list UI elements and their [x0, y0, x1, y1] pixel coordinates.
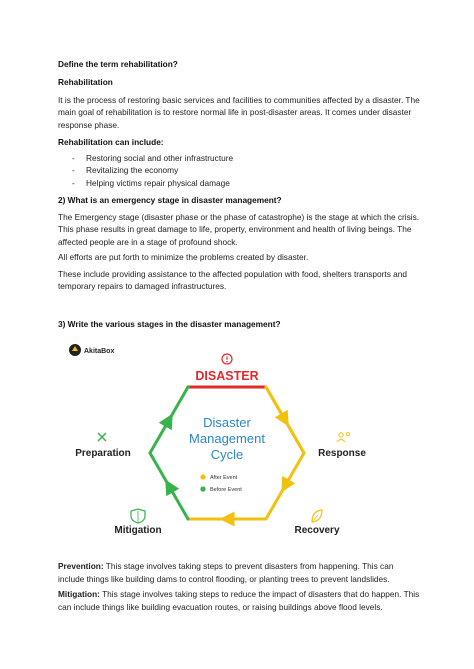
- recovery-edge: [266, 453, 304, 519]
- q3-question: 3) Write the various stages in the disaster management?: [58, 319, 281, 329]
- mitigation-text: This stage involves taking steps to reduce the impact of disasters that do happen. This can include things like building evacuation routes, or raising buildings above flood levels.: [58, 589, 420, 612]
- mitigation-paragraph: [58, 588, 420, 613]
- brand-label: AkitaBox: [84, 348, 115, 355]
- list-item: - Restoring social and other infrastructure: [58, 152, 420, 164]
- center-title-line-1: Disaster: [203, 415, 251, 430]
- response-label: Response: [318, 448, 366, 459]
- leaf-icon: [312, 510, 322, 522]
- shield-icon: [131, 509, 145, 523]
- akitabox-logo: [69, 344, 81, 356]
- center-title-line-2: Management: [189, 431, 265, 446]
- mitigation-edge: [150, 453, 188, 519]
- rehabilitation-list: [58, 152, 420, 189]
- q2-question: 2) What is an emergency stage in disaster management?: [58, 195, 282, 205]
- after-event-dot: [200, 474, 205, 479]
- q1-question: Define the term rehabilitation?: [58, 59, 178, 69]
- preparation-label: Preparation: [75, 448, 131, 459]
- before-event-label: Before Event: [210, 487, 242, 493]
- after-event-label: After Event: [210, 475, 238, 481]
- list-item: - Helping victims repair physical damage: [58, 177, 420, 189]
- efforts-paragraph: All efforts are put forth to minimize the problems created by disaster.: [58, 252, 309, 262]
- mitigation-label: Mitigation:: [58, 589, 100, 599]
- disaster-label: DISASTER: [195, 369, 259, 383]
- rehabilitation-includes-heading: Rehabilitation can include:: [58, 137, 164, 147]
- alert-icon: [222, 354, 232, 364]
- assistance-paragraph: These include providing assistance to the affected population with food, shelters transports and temporary repairs to damaged infrastructures.: [58, 269, 407, 292]
- people-icon: [337, 432, 350, 442]
- tools-icon: [98, 433, 106, 441]
- rehabilitation-definition: It is the process of restoring basic services and facilities to communities affected by a disaster. The main goal of rehabilitation is to restore normal life in post-disaster areas. It comes under disaster response phase.: [58, 95, 420, 130]
- recovery-label: Recovery: [294, 525, 340, 536]
- disaster-cycle-diagram: [58, 340, 420, 550]
- preparation-edge: [150, 387, 188, 453]
- emergency-paragraph: The Emergency stage (disaster phase or the phase of catastrophe) is the stage at which the crisis. This phase results in great damage to life, property, environment and health of living beings. The affected people are in a stage of profound shock.: [58, 212, 420, 247]
- center-title-line-3: Cycle: [210, 447, 244, 462]
- mitigation-label: Mitigation: [114, 525, 162, 536]
- prevention-label: Prevention:: [58, 561, 104, 571]
- before-event-dot: [200, 486, 205, 491]
- prevention-paragraph: [58, 560, 420, 585]
- list-item: - Revitalizing the economy: [58, 164, 420, 176]
- prevention-text: This stage involves taking steps to prevent disasters from happening. This can include things like building dams to control flooding, or planting trees to prevent landslides.: [58, 561, 394, 584]
- rehabilitation-heading: Rehabilitation: [58, 77, 113, 87]
